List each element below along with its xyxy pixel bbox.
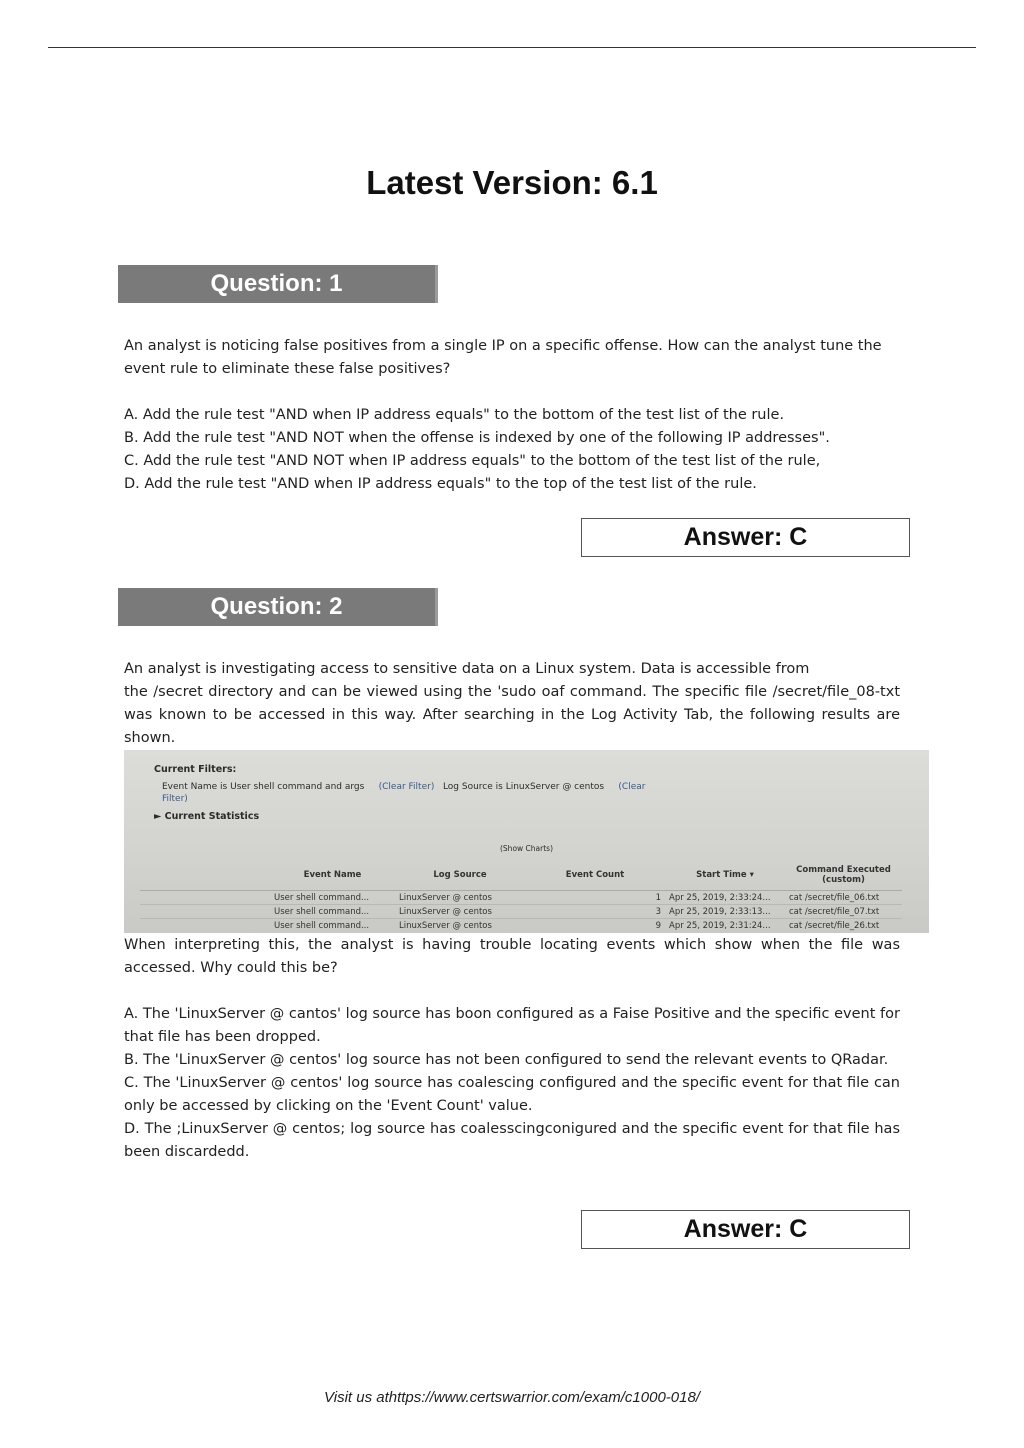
cell-start-time: Apr 25, 2019, 2:33:13... xyxy=(665,905,785,919)
question-1-option-b: B. Add the rule test "AND NOT when the offense is indexed by one of the following IP addresses". xyxy=(124,430,830,446)
log-activity-screenshot xyxy=(124,750,929,933)
cell-event-count[interactable]: 1 xyxy=(525,891,665,905)
top-rule xyxy=(48,47,976,48)
filter-line xyxy=(162,782,645,792)
question-2-option-b: B. The 'LinuxServer @ centos' log source has not been configured to send the relevant events to QRadar. xyxy=(124,1052,889,1068)
cell-command: cat /secret/file_06.txt xyxy=(785,891,902,905)
cell-start-time: Apr 25, 2019, 2:33:24... xyxy=(665,891,785,905)
clear-filter-link[interactable]: (Clear Filter) xyxy=(378,782,435,792)
question-2-followup: When interpreting this, the analyst is having trouble locating events which show when the file was accessed. Why could this be? xyxy=(124,937,900,976)
cell-log-source: LinuxServer @ centos xyxy=(395,905,525,919)
cell-command: cat /secret/file_26.txt xyxy=(785,919,902,933)
row-spacer xyxy=(140,891,270,905)
question-1-options xyxy=(124,404,900,496)
question-2-option-c: C. The 'LinuxServer @ centos' log source has coalescing configured and the specific event for that file can only be accessed by clicking on the 'Event Count' value. xyxy=(124,1075,900,1114)
cell-event-name: User shell command... xyxy=(270,891,395,905)
show-charts-link[interactable]: (Show Charts) xyxy=(500,844,553,853)
clear-filter-link-2-cont[interactable]: Filter) xyxy=(162,794,188,804)
current-statistics-toggle[interactable]: ► Current Statistics xyxy=(154,811,260,822)
table-row[interactable] xyxy=(140,919,902,933)
question-1-option-c: C. Add the rule test "AND NOT when IP address equals" to the bottom of the test list of the rule, xyxy=(124,453,821,469)
question-1-header: Question: 1 xyxy=(118,265,438,303)
column-blank xyxy=(140,860,270,891)
page-title: Latest Version: 6.1 xyxy=(366,164,658,201)
question-2-options xyxy=(124,1003,900,1164)
question-1-option-a: A. Add the rule test "AND when IP address equals" to the bottom of the test list of the rule. xyxy=(124,407,785,423)
table-row[interactable] xyxy=(140,905,902,919)
question-2-option-d: D. The ;LinuxServer @ centos; log source has coalesscingconigured and the specific event for that file has been discardedd. xyxy=(124,1121,900,1160)
cell-command: cat /secret/file_07.txt xyxy=(785,905,902,919)
cell-event-count[interactable]: 3 xyxy=(525,905,665,919)
row-spacer xyxy=(140,919,270,933)
question-2-answer: Answer: C xyxy=(581,1210,910,1249)
question-1-answer: Answer: C xyxy=(581,518,910,557)
cell-event-count[interactable]: 9 xyxy=(525,919,665,933)
question-2-text: the /secret directory and can be viewed using the 'sudo oaf command. The specific file /secret/file_08-txt was known to be accessed in this way. After searching in the Log Activity Tab, the following results are shown. xyxy=(124,684,900,746)
column-start-time[interactable]: Start Time ▾ xyxy=(665,860,785,891)
row-spacer xyxy=(140,905,270,919)
filter-log-source: Log Source is LinuxServer @ centos xyxy=(442,782,605,792)
question-2-text-line1: An analyst is investigating access to sensitive data on a Linux system. Data is accessible from xyxy=(124,661,810,677)
column-event-count[interactable]: Event Count xyxy=(525,860,665,891)
column-command-executed[interactable]: Command Executed (custom) xyxy=(785,860,902,891)
table-header-row xyxy=(140,860,902,891)
cell-log-source: LinuxServer @ centos xyxy=(395,919,525,933)
footer-link[interactable]: Visit us athttps://www.certswarrior.com/exam/c1000-018/ xyxy=(324,1389,700,1406)
question-1-option-d: D. Add the rule test "AND when IP address equals" to the top of the test list of the rule. xyxy=(124,476,757,492)
clear-filter-link-2[interactable]: (Clear xyxy=(618,782,646,792)
table-row[interactable] xyxy=(140,891,902,905)
events-table xyxy=(140,860,902,932)
cell-event-name: User shell command... xyxy=(270,905,395,919)
column-log-source[interactable]: Log Source xyxy=(395,860,525,891)
question-1-text: An analyst is noticing false positives from a single IP on a specific offense. How can the analyst tune the event rule to eliminate these false positives? xyxy=(124,338,882,377)
filter-event-name: Event Name is User shell command and args xyxy=(162,782,365,792)
cell-event-name: User shell command... xyxy=(270,919,395,933)
cell-log-source: LinuxServer @ centos xyxy=(395,891,525,905)
column-event-name[interactable]: Event Name xyxy=(270,860,395,891)
current-filters-title: Current Filters: xyxy=(154,764,237,775)
question-2-option-a: A. The 'LinuxServer @ cantos' log source has boon configured as a Faise Positive and the specific event for that file has been dropped. xyxy=(124,1006,900,1045)
cell-start-time: Apr 25, 2019, 2:31:24... xyxy=(665,919,785,933)
question-2-header: Question: 2 xyxy=(118,588,438,626)
